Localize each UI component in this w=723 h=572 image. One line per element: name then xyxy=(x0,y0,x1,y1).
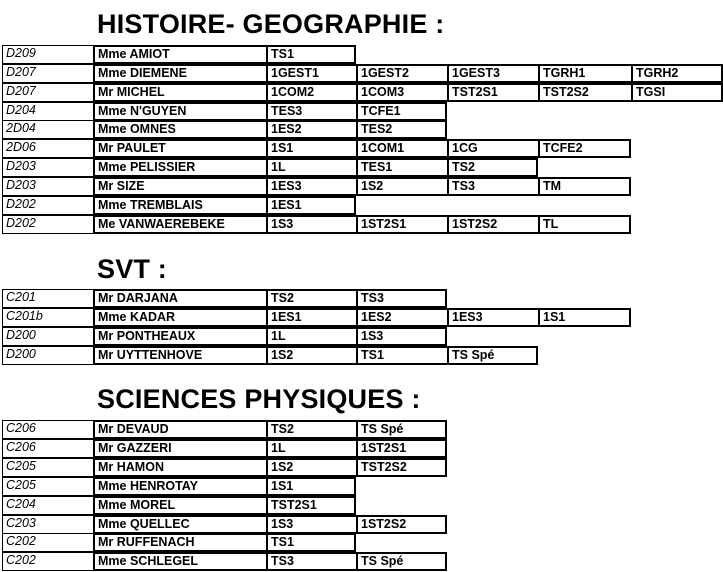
class-cell: TS3 xyxy=(447,177,538,196)
class-cell: 1GEST1 xyxy=(266,64,356,83)
class-cell: TCFE1 xyxy=(356,102,447,121)
class-cell: TS Spé xyxy=(356,420,447,439)
class-cell: TST2S1 xyxy=(447,83,538,102)
class-cell: 1ST2S1 xyxy=(356,439,447,458)
section-title: SVT : xyxy=(97,254,168,284)
class-cell: 1S1 xyxy=(266,477,356,496)
class-cell: TS3 xyxy=(356,289,447,308)
class-cell: TS2 xyxy=(447,158,538,177)
class-cell: TGSI xyxy=(631,83,723,102)
teacher-cell: Mme OMNES xyxy=(93,120,266,139)
teacher-cell: Mme KADAR xyxy=(93,308,266,327)
teacher-cell: Mr HAMON xyxy=(93,458,266,477)
teacher-cell: Mme SCHLEGEL xyxy=(93,552,266,571)
room-cell: 2D06 xyxy=(2,139,93,158)
class-cell: 1S2 xyxy=(266,458,356,477)
room-cell: D207 xyxy=(2,83,93,102)
teacher-cell: Mr UYTTENHOVE xyxy=(93,346,266,365)
class-cell: TGRH2 xyxy=(631,64,723,83)
room-cell: D204 xyxy=(2,102,93,121)
teacher-cell: Mr RUFFENACH xyxy=(93,533,266,552)
room-cell: D209 xyxy=(2,45,93,64)
room-cell: C203 xyxy=(2,515,93,534)
room-cell: 2D04 xyxy=(2,120,93,139)
class-cell: 1L xyxy=(266,158,356,177)
class-cell: 1ES2 xyxy=(266,120,356,139)
room-cell: D200 xyxy=(2,346,93,365)
class-cell: 1S1 xyxy=(266,139,356,158)
class-cell: 1ES3 xyxy=(266,177,356,196)
room-cell: D203 xyxy=(2,177,93,196)
teacher-cell: Mme N'GUYEN xyxy=(93,102,266,121)
teacher-cell: Mme MOREL xyxy=(93,496,266,515)
room-cell: C204 xyxy=(2,496,93,515)
class-cell: TS2 xyxy=(266,420,356,439)
teacher-cell: Mr GAZZERI xyxy=(93,439,266,458)
teacher-cell: Mme TREMBLAIS xyxy=(93,196,266,215)
room-cell: C205 xyxy=(2,477,93,496)
section-title: SCIENCES PHYSIQUES : xyxy=(97,384,421,414)
class-cell: 1COM2 xyxy=(266,83,356,102)
class-cell: 1S3 xyxy=(266,215,356,234)
teacher-cell: Mr DEVAUD xyxy=(93,420,266,439)
teacher-cell: Mr PAULET xyxy=(93,139,266,158)
class-cell: 1S2 xyxy=(356,177,447,196)
teacher-cell: Mr DARJANA xyxy=(93,289,266,308)
room-cell: C201b xyxy=(2,308,93,327)
teacher-cell: Mme HENROTAY xyxy=(93,477,266,496)
class-cell: TS1 xyxy=(356,346,447,365)
teacher-cell: Me VANWAEREBEKE xyxy=(93,215,266,234)
class-cell: TST2S1 xyxy=(266,496,356,515)
class-cell: 1S3 xyxy=(266,515,356,534)
class-cell: 1ST2S1 xyxy=(356,215,447,234)
room-cell: D207 xyxy=(2,64,93,83)
class-cell: 1COM3 xyxy=(356,83,447,102)
class-cell: TS Spé xyxy=(447,346,538,365)
teacher-cell: Mr MICHEL xyxy=(93,83,266,102)
room-cell: D200 xyxy=(2,327,93,346)
room-cell: C205 xyxy=(2,458,93,477)
class-cell: 1S2 xyxy=(266,346,356,365)
class-cell: TM xyxy=(538,177,631,196)
teacher-cell: Mr SIZE xyxy=(93,177,266,196)
room-cell: C202 xyxy=(2,533,93,552)
class-cell: TS1 xyxy=(266,45,356,64)
room-cell: C206 xyxy=(2,439,93,458)
class-cell: 1L xyxy=(266,439,356,458)
class-cell: 1ES1 xyxy=(266,308,356,327)
class-cell: 1ST2S2 xyxy=(447,215,538,234)
class-cell: 1GEST2 xyxy=(356,64,447,83)
class-cell: TS2 xyxy=(266,289,356,308)
class-cell: 1S3 xyxy=(356,327,447,346)
class-cell: 1ES1 xyxy=(266,196,356,215)
class-cell: 1ST2S2 xyxy=(356,515,447,534)
teacher-cell: Mme AMIOT xyxy=(93,45,266,64)
class-cell: TES2 xyxy=(356,120,447,139)
room-cell: C201 xyxy=(2,289,93,308)
teacher-cell: Mme QUELLEC xyxy=(93,515,266,534)
class-cell: 1ES3 xyxy=(447,308,538,327)
class-cell: 1S1 xyxy=(538,308,631,327)
class-cell: TL xyxy=(538,215,631,234)
teacher-cell: Mr PONTHEAUX xyxy=(93,327,266,346)
class-cell: TES3 xyxy=(266,102,356,121)
class-cell: TES1 xyxy=(356,158,447,177)
class-cell: TS1 xyxy=(266,533,356,552)
room-cell: D203 xyxy=(2,158,93,177)
room-cell: D202 xyxy=(2,215,93,234)
room-cell: C206 xyxy=(2,420,93,439)
class-cell: 1ES2 xyxy=(356,308,447,327)
teacher-cell: Mme DIEMENE xyxy=(93,64,266,83)
teacher-cell: Mme PELISSIER xyxy=(93,158,266,177)
class-cell: TST2S2 xyxy=(538,83,631,102)
class-cell: TCFE2 xyxy=(538,139,631,158)
room-cell: C202 xyxy=(2,552,93,571)
class-cell: 1CG xyxy=(447,139,538,158)
class-cell: TS3 xyxy=(266,552,356,571)
class-cell: TGRH1 xyxy=(538,64,631,83)
class-cell: 1GEST3 xyxy=(447,64,538,83)
class-cell: 1COM1 xyxy=(356,139,447,158)
class-cell: 1L xyxy=(266,327,356,346)
class-cell: TS Spé xyxy=(356,552,447,571)
room-cell: D202 xyxy=(2,196,93,215)
section-title: HISTOIRE- GEOGRAPHIE : xyxy=(97,9,445,39)
class-cell: TST2S2 xyxy=(356,458,447,477)
